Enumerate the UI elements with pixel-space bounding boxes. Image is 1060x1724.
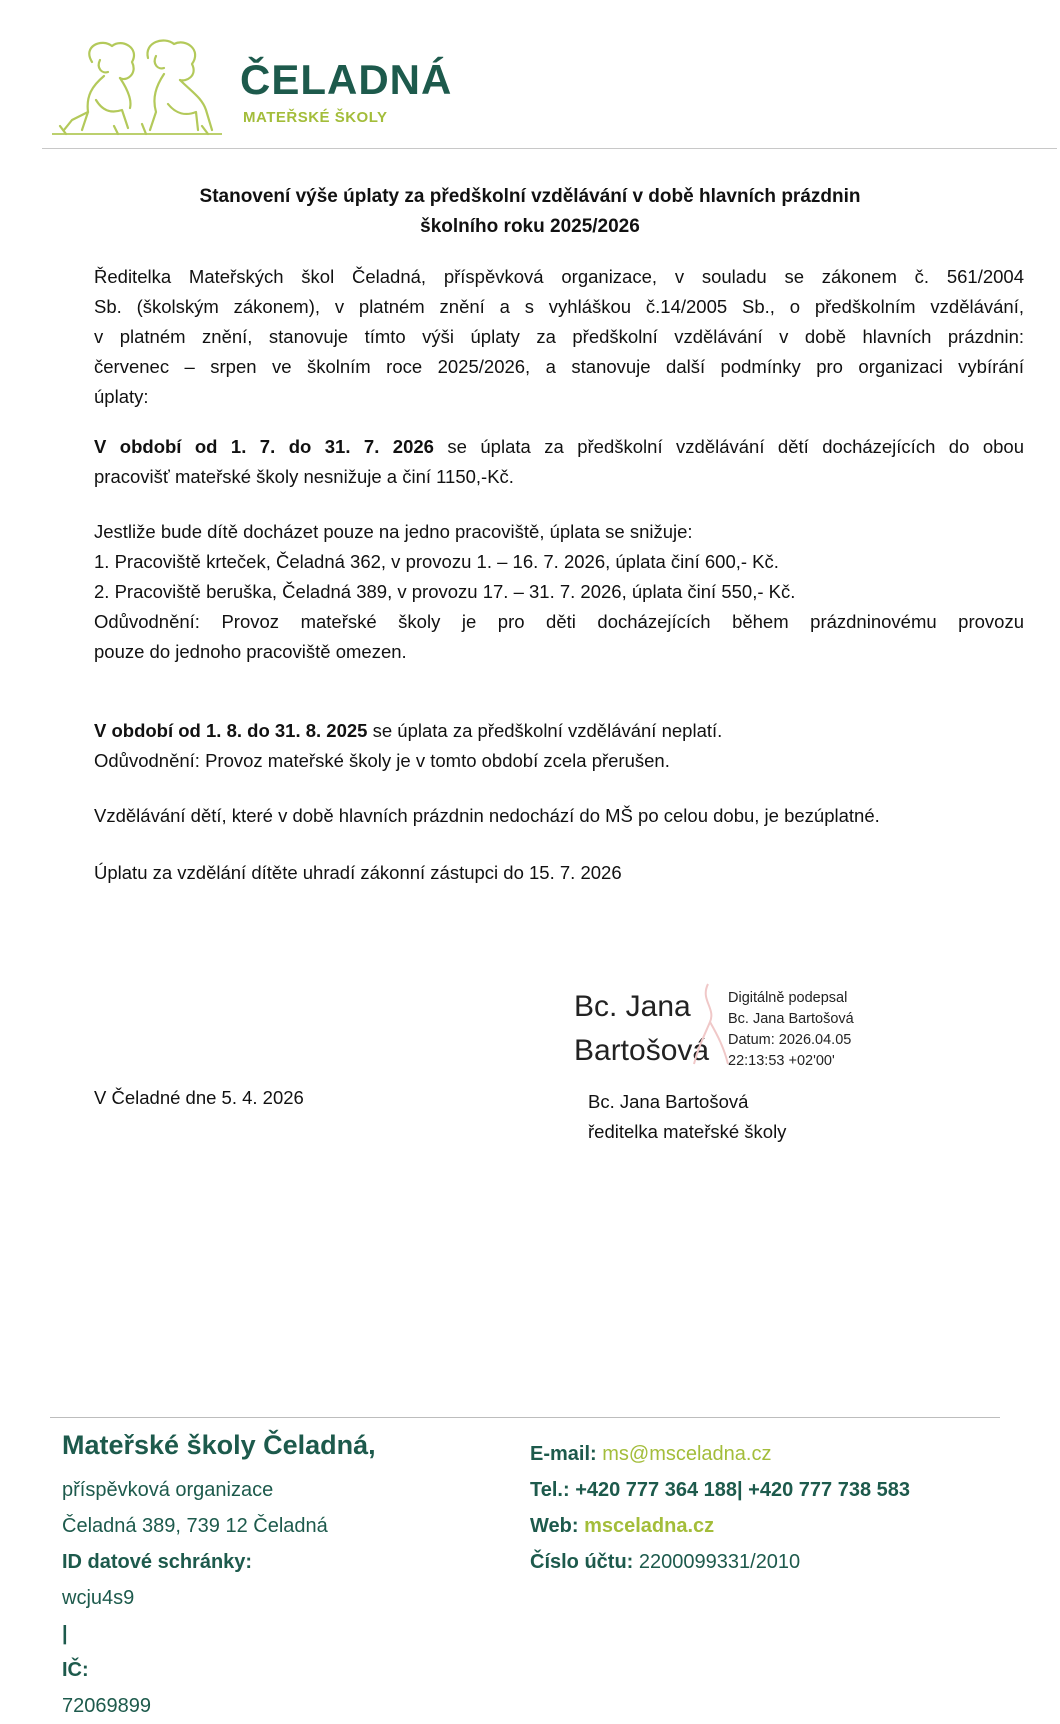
signer-role: ředitelka mateřské školy [588,1121,787,1142]
document-title [60,182,1000,242]
single-site-line: 1. Pracoviště krteček, Čeladná 362, v provozu 1. – 16. 7. 2026, úplata činí 600,- Kč. [94,551,779,572]
footer-address: Čeladná 389, 739 12 Čeladná [62,1515,328,1537]
signature-ribbon-icon [690,978,730,1068]
august-reason: Odůvodnění: Provoz mateřské školy je v tomto období zcela přerušen. [94,750,670,771]
signature-info-line: Datum: 2026.04.05 [728,1032,852,1048]
ds-value: wcju4s9 [62,1587,135,1609]
place-date: V Čeladné dne 5. 4. 2026 [94,1087,304,1108]
footer-left [62,1472,328,1724]
intro-line: úplaty: [94,386,149,407]
signature-info-line: Digitálně podepsal [728,990,848,1006]
intro-line: Ředitelka Mateřských škol Čeladná, příspěvková organizace, v souladu se zákonem č. 561/2004 [94,266,1024,287]
header-divider [42,148,1057,149]
email-label: E-mail: [530,1443,597,1465]
single-site-line: Odůvodnění: Provoz mateřské školy je pro děti docházejících během prázdninovému provozu [94,611,1024,632]
footer-org-name: Mateřské školy Čeladná, [62,1430,376,1460]
letterhead [0,0,1060,150]
single-site-line: Jestliže bude dítě docházet pouze na jedno pracoviště, úplata se snižuje: [94,521,693,542]
two-lambs-logo-icon [52,34,222,138]
july-paragraph [94,432,1024,492]
intro-line: v platném znění, stanovuje tímto výši úplaty za předškolní vzdělávání v době hlavních prázdnin: [94,326,1024,347]
title-line-1: Stanovení výše úplaty za předškolní vzdělávání v době hlavních prázdnin [199,186,861,207]
signer-name: Bc. Jana Bartošová [588,1091,749,1112]
august-text: se úplata za předškolní vzdělávání neplatí. [367,720,723,741]
brand-name: ČELADNÁ [240,56,453,103]
tel-value: +420 777 364 188| +420 777 738 583 [569,1479,911,1501]
ic-label: IČ: [62,1659,89,1681]
single-site-paragraph [94,517,1024,667]
account-value: 2200099331/2010 [633,1551,801,1573]
intro-paragraph [94,262,1024,412]
free-note [94,801,1024,831]
footer-divider [50,1417,1000,1418]
intro-line: červenec – srpen ve školním roce 2025/2026, a stanovuje další podmínky pro organizaci vybírání [94,356,1024,377]
ds-label: ID datové schránky: [62,1551,253,1573]
id-separator: | [62,1623,68,1645]
brand-subtitle: MATEŘSKÉ ŠKOLY [243,109,388,126]
july-line-2: pracovišť mateřské školy nesnižuje a činí 1150,-Kč. [94,466,514,487]
signature-info-line: Bc. Jana Bartošová [728,1011,854,1027]
digital-signature-info [728,988,854,1072]
tel-label: Tel.: [530,1479,570,1501]
footer-org-type: příspěvková organizace [62,1479,274,1501]
account-label: Číslo účtu: [530,1551,634,1573]
digital-signature-name [574,985,709,1073]
email-link[interactable]: ms@msceladna.cz [596,1443,772,1465]
signature-name-line-2: Bartošová [574,1034,710,1067]
ic-value: 72069899 [62,1695,151,1717]
web-label: Web: [530,1515,579,1537]
single-site-line: 2. Pracoviště beruška, Čeladná 389, v provozu 17. – 31. 7. 2026, úplata činí 550,- Kč. [94,581,796,602]
july-text: se úplata za předškolní vzdělávání dětí docházejících do obou [433,436,1024,457]
intro-line: Sb. (školským zákonem), v platném znění a s vyhláškou č.14/2005 Sb., o předškolním vzdělávání, [94,296,1024,317]
signature-name-line-1: Bc. Jana [574,990,691,1023]
august-line-1 [94,716,1024,746]
footer-account [530,1544,910,1580]
footer-web [530,1508,910,1544]
footer-right [530,1436,910,1580]
title-line-2: školního roku 2025/2026 [420,216,640,237]
signature-info-line: 22:13:53 +02'00' [728,1053,835,1069]
payment-note [94,858,1024,888]
web-link[interactable]: msceladna.cz [578,1515,715,1537]
footer-ids [62,1544,328,1724]
single-site-line: pouze do jednoho pracoviště omezen. [94,641,407,662]
signer-block [588,1087,786,1147]
july-period: V období od 1. 7. do 31. 7. 2026 [94,436,434,457]
free-note-text: Vzdělávání dětí, které v době hlavních prázdnin nedochází do MŠ po celou dobu, je bezúplatné. [94,805,880,826]
footer-tel [530,1472,910,1508]
footer-email [530,1436,910,1472]
july-line-1 [94,432,1024,462]
payment-note-text: Úplatu za vzdělání dítěte uhradí zákonní zástupci do 15. 7. 2026 [94,862,622,883]
august-paragraph [94,716,1024,776]
august-period: V období od 1. 8. do 31. 8. 2025 [94,720,368,741]
